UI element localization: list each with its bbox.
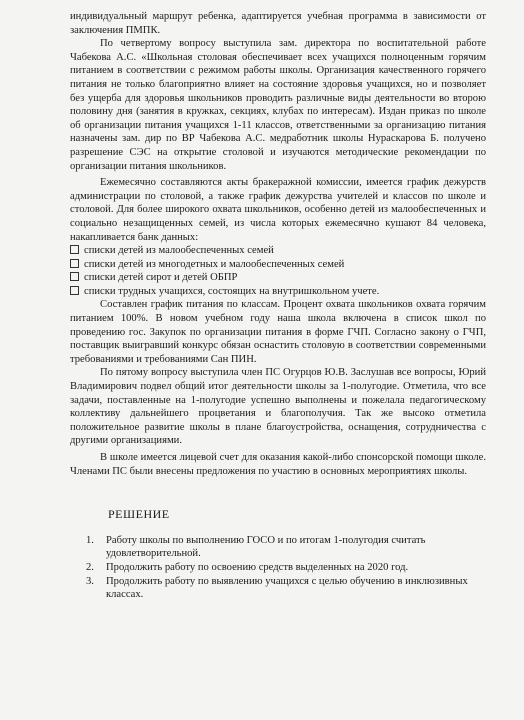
checkbox-icon [70, 245, 79, 254]
checklist-item: списки детей сирот и детей ОБПР [70, 271, 486, 285]
decision-list [70, 534, 486, 602]
decision-title: РЕШЕНИЕ [108, 507, 170, 522]
checkbox-icon [70, 259, 79, 268]
paragraph-commission: Ежемесячно составляются акты бракеражной комиссии, имеется график дежурств администрации по столовой, а также график дежурства учителей и классов по школе и столовой. Для более широкого охвата школьников, особенно детей из малообеспеченных и социально незащищенных семей, из числа которых ежемесячно кушают 84 человека, накапливается банк данных: [70, 177, 486, 243]
checklist [70, 244, 486, 298]
paragraph-schedule: Составлен график питания по классам. Процент охвата школьников охвата горячим питанием 100%. В новом учебном году наша школа включена в список школ по проведению гос. Закупок по организации питания в форме ГЧП. Согласно закону о ГЧП, поставщик выигравший конкурс обязан оснастить столовую в соответствии современными требованиями и требованиями Сан ПИН. [70, 299, 486, 365]
paragraph-fourth-question: По четвертому вопросу выступила зам. директора по воспитательной работе Чабекова А.С. «Школьная столовая обеспечивает всех учащихся полноценным горячим питанием в соответствии с режимом работы школы. Организация качественного горячего питания не только благоприятно влияет на состояние здоровья учащихся, но и позволяет без ущерба для здоровья школьников проводить различные виды деятельности во второю половину дня (занятия в кружках, секциях, клубах по интересам). Издан приказ по школе об организации питания учащихся 1-11 классов, ответственными за организацию питания назначены зам. дир по ВР Чабекова А.С. медработник школы Нураскарова Б. получено разрешение СЭС на открытие столовой и изучаются методические рекомендации по организации питания школьников. [70, 38, 486, 172]
checklist-item: списки детей из малообеспеченных семей [70, 244, 486, 258]
checkbox-icon [70, 286, 79, 295]
checklist-item: списки трудных учащихся, состоящих на внутришкольном учете. [70, 285, 486, 299]
paragraph-fifth-question: По пятому вопросу выступила член ПС Огурцов Ю.В. Заслушав все вопросы, Юрий Владимирович подвел общий итог деятельности школы за 1-полугодие. Отметила, что все задачи, поставленные на 1-полугодие успешно выполнены и пожелала педагогическому коллективу дальнейшего процветания и благополучия. Так же высоко отметила положительное развитие школы в плане благоустройства, оснащения, сотрудничества с другими организациями. [70, 367, 486, 447]
decision-item: 3. Продолжить работу по выявлению учащихся с целью обучению в инклюзивных классах. [86, 575, 468, 601]
decision-item: 1. Работу школы по выполнению ГОСО и по итогам 1-полугодия считать удовлетворительной. [86, 534, 426, 560]
paragraph-intro: индивидуальный маршрут ребенка, адаптируется учебная программа в зависимости от заключения ПМПК. [70, 11, 486, 36]
decision-item: 2. Продолжить работу по освоению средств выделенных на 2020 год. [86, 561, 409, 573]
checklist-item: списки детей из многодетных и малообеспеченных семей [70, 258, 486, 272]
checkbox-icon [70, 272, 79, 281]
paragraph-sponsorship: В школе имеется лицевой счет для оказания какой-либо спонсорской помощи школе. Членами ПС были внесены предложения по участию в основных мероприятиях школы. [70, 452, 486, 477]
